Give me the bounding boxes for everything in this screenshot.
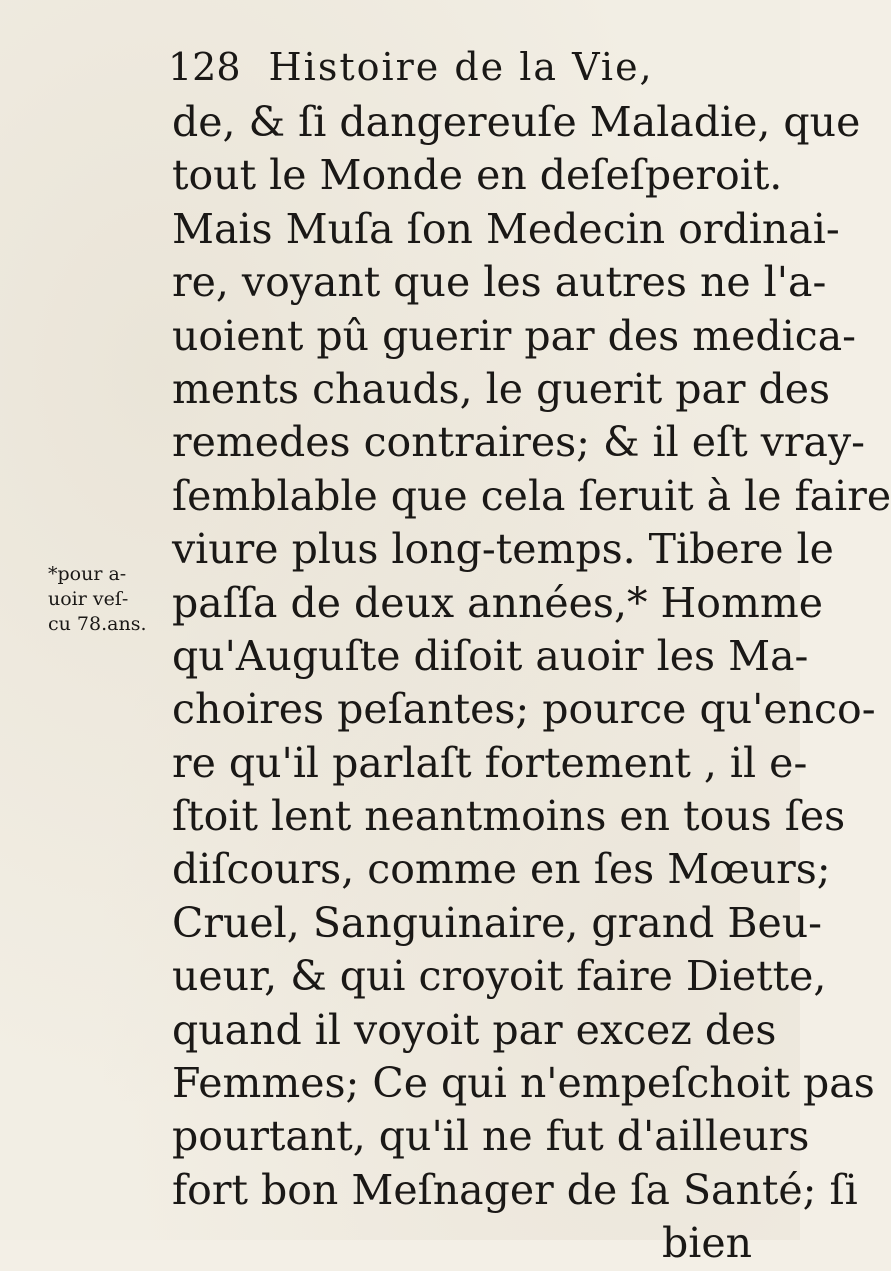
text-line: ments chauds, le guerit par des	[172, 364, 831, 413]
margin-note-line: *pour a-	[48, 563, 127, 585]
text-line: tout le Monde en deſeſperoit.	[172, 151, 783, 200]
margin-note-line: cu 78.ans.	[48, 613, 147, 635]
text-line: Mais Muſa ſon Medecin ordinai-	[172, 204, 840, 253]
text-line: viure plus long-temps. Tibere le	[172, 525, 834, 574]
body-text	[172, 96, 891, 1271]
text-line: ſtoit lent neantmoins en tous ſes	[172, 792, 846, 841]
text-line: ſemblable que cela ſeruit à le faire	[172, 471, 891, 520]
text-line: diſcours, comme en ſes Mœurs;	[172, 845, 831, 894]
text-line: uoient pû guerir par des medica-	[172, 311, 856, 360]
text-line: ueur, & qui croyoit faire Diette,	[172, 952, 827, 1001]
margin-note-line: uoir veſ-	[48, 588, 129, 610]
text-line: qu'Auguſte diſoit auoir les Ma-	[172, 631, 809, 680]
text-line: remedes contraires; & il eſt vray-	[172, 418, 865, 467]
margin-note	[48, 562, 166, 637]
running-title: Histoire de la Vie,	[268, 45, 654, 89]
text-line: pourtant, qu'il ne fut d'ailleurs	[172, 1112, 810, 1161]
text-line: choires peſantes; pource qu'enco-	[172, 685, 876, 734]
running-header	[168, 42, 728, 92]
text-line: fort bon Meſnager de ſa Santé; ſi	[172, 1165, 858, 1214]
text-line: paſſa de deux années,* Homme	[172, 578, 823, 627]
text-line: Cruel, Sanguinaire, grand Beu-	[172, 898, 823, 947]
text-line: de, & ſi dangereuſe Maladie, que	[172, 98, 861, 146]
text-line: Femmes; Ce qui n'empeſchoit pas	[172, 1059, 875, 1108]
text-line: re, voyant que les autres ne l'a-	[172, 258, 827, 307]
page-number: 128	[168, 45, 241, 89]
catchword: bien	[661, 1219, 752, 1268]
text-line: quand il voyoit par excez des	[172, 1005, 777, 1054]
text-line: re qu'il parlaſt fortement , il e-	[172, 738, 808, 787]
